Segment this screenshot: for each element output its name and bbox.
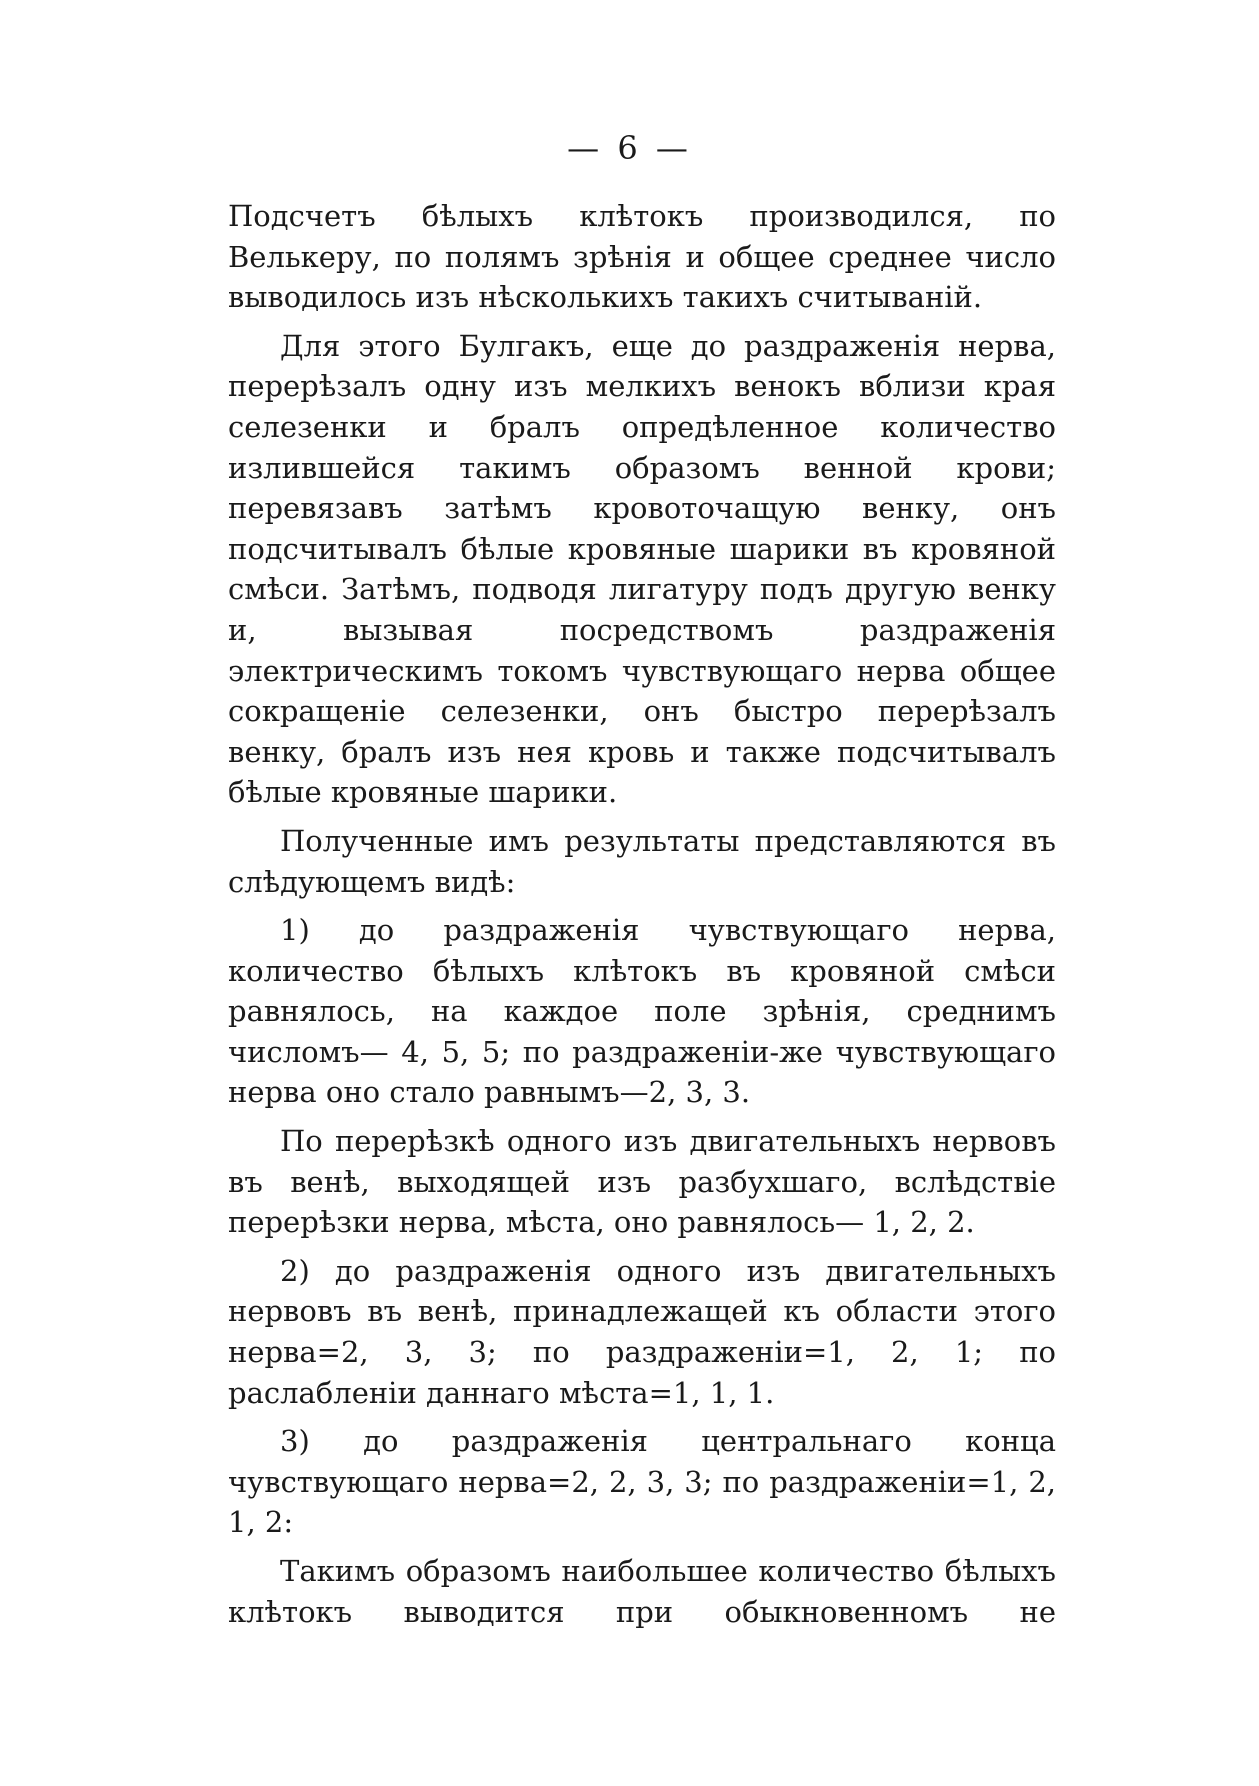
paragraph: Полученные имъ результаты представляются въ слѣдующемъ видѣ:	[228, 823, 1056, 899]
page-number: — 6 —	[567, 129, 692, 167]
paragraph: Для этого Булгакъ, еще до раздраженія нерва, перерѣзалъ одну изъ мелкихъ венокъ вблизи края селезенки и бралъ опредѣленное количество излившейся такимъ образомъ венной крови; перевязавъ затѣмъ кровоточащую венку, онъ подсчитывалъ бѣлые кровяные шарики въ кровяной смѣси. Затѣмъ, подводя лигатуру подъ другую венку и, вызывая посредствомъ раздраженія электрическимъ токомъ чувствующаго нерва общее сокращеніе селезенки, онъ быстро перерѣзалъ венку, бралъ изъ нея кровь и также подсчитывалъ бѣлые кровяные шарики.	[228, 328, 1056, 810]
paragraph: 1) до раздраженія чувствующаго нерва, количество бѣлыхъ клѣтокъ въ кровяной смѣси равнялось, на каждое поле зрѣнія, среднимъ числомъ— 4, 5, 5; по раздраженіи-же чувствующаго нерва оно стало равнымъ—2, 3, 3.	[228, 913, 1056, 1110]
body-text	[228, 196, 1056, 1640]
paragraph: 2) до раздраженія одного изъ двигательныхъ нервовъ въ венѣ, принадлежащей къ области этого нерва=2, 3, 3; по раздраженіи=1, 2, 1; по раслабленіи даннаго мѣста=1, 1, 1.	[228, 1253, 1056, 1410]
paragraph: Подсчетъ бѣлыхъ клѣтокъ производился, по Велькеру, по полямъ зрѣнія и общее среднее число выводилось изъ нѣсколькихъ такихъ считываній.	[228, 199, 1056, 315]
paragraph: 3) до раздраженія центральнаго конца чувствующаго нерва=2, 2, 3, 3; по раздраженіи=1, 2, 1, 2:	[228, 1424, 1056, 1540]
paragraph: Такимъ образомъ наибольшее количество бѣлыхъ клѣтокъ выводится при обыкновенномъ не	[228, 1554, 1056, 1629]
paragraph: По перерѣзкѣ одного изъ двигательныхъ нервовъ въ венѣ, выходящей изъ разбухшаго, вслѣдствіе перерѣзки нерва, мѣста, оно равнялось— 1, 2, 2.	[228, 1124, 1056, 1240]
